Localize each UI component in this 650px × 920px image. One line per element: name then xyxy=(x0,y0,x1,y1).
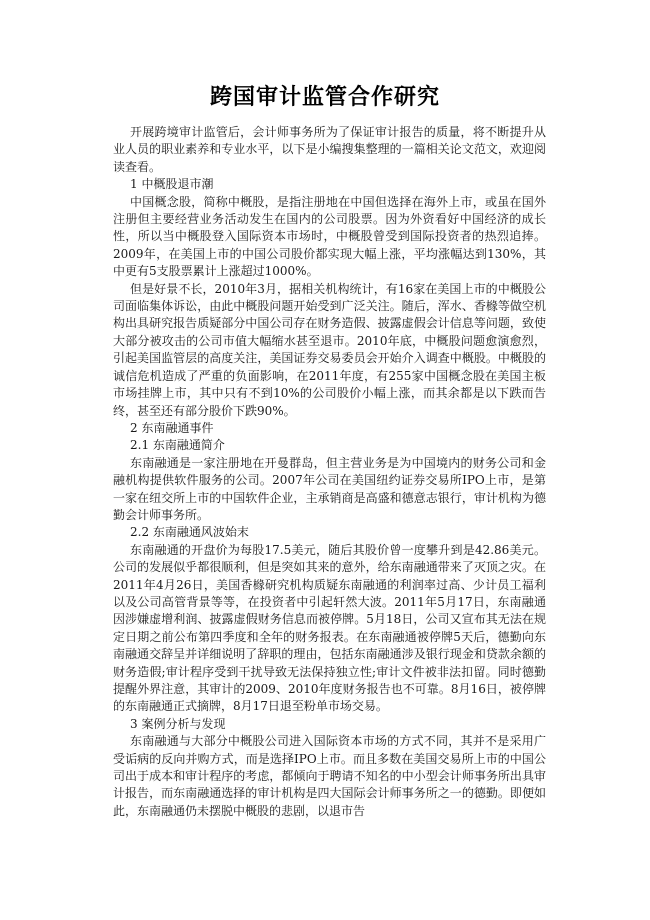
section-heading-2-2: 2.2 东南融通风波始末 xyxy=(130,525,249,540)
document-body xyxy=(113,124,546,820)
paragraph: 东南融通的开盘价为每股17.5美元，随后其股价曾一度攀升到是42.86美元。公司的发展似乎都很顺利，但是突如其来的意外，给东南融通带来了灭顶之灾。在2011年4月26日，美国香橼研究机构质疑东南融通的利润率过高、少计员工福利以及公司高管背景等等，在投资者中引起轩然大波。2011年5月17日，东南融通因涉嫌虚增利润、披露虚假财务信息而被停牌。5月18日，公司又宣布其无法在规定日期之前公布第四季度和全年的财务报表。在东南融通被停牌5天后，德勤向东南融通交辞呈并详细说明了辞职的理由，包括东南融通涉及银行现金和贷款余额的财务造假;审计程序受到干扰导致无法保持独立性;审计文件被非法扣留。同时德勤提醒外界注意，其审计的2009、2010年度财务报告也不可靠。8月16日，被停牌的东南融通正式摘牌，8月17日退至粉单市场交易。 xyxy=(113,542,546,714)
section-heading-2-1: 2.1 东南融通简介 xyxy=(130,438,225,453)
document-title: 跨国审计监管合作研究 xyxy=(209,85,440,110)
section-heading-2: 2 东南融通事件 xyxy=(130,420,214,435)
section-heading-1: 1 中概股退市潮 xyxy=(130,177,214,192)
paragraph: 东南融通与大部分中概股公司进入国际资本市场的方式不同，其并不是采用广受诟病的反向并购方式，而是选择IPO上市。而且多数在美国交易所上市的中国公司出于成本和审计程序的考虑，都倾向于聘请不知名的中小型会计师事务所出具审计报告，而东南融通选择的审计机构是四大国际会计师事务所之一的德勤。即便如此，东南融通仍未摆脱中概股的悲剧，以退市告 xyxy=(113,734,546,818)
paragraph: 东南融通是一家注册地在开曼群岛，但主营业务是为中国境内的财务公司和金融机构提供软件服务的公司。2007年公司在美国纽约证券交易所IPO上市，是第一家在纽交所上市的中国软件企业，主承销商是高盛和德意志银行，审计机构为德勤会计师事务所。 xyxy=(113,455,546,522)
paragraph: 中国概念股，简称中概股，是指注册地在中国但选择在海外上市，或虽在国外注册但主要经营业务活动发生在国内的公司股票。因为外资看好中国经济的成长性，所以当中概股登入国际资本市场时，中概股曾受到国际投资者的热烈追捧。2009年，在美国上市的中国公司股价都实现大幅上涨，平均涨幅达到130%，其中更有5支股票累计上涨超过1000%。 xyxy=(113,194,546,279)
paragraph: 但是好景不长，2010年3月，据相关机构统计，有16家在美国上市的中概股公司面临集体诉讼，由此中概股问题开始受到广泛关注。随后，浑水、香橼等做空机构出具研究报告质疑部分中国公司存在财务造假、披露虚假会计信息等问题，致使大部分被攻击的公司市值大幅缩水甚至退市。2010年底，中概股问题愈演愈烈，引起美国监管层的高度关注，美国证券交易委员会开始介入调查中概股。中概股的诚信危机造成了严重的负面影响，在2011年度，有255家中国概念股在美国主板市场挂牌上市，其中只有不到10%的公司股价小幅上涨，而其余都是以下跌而告终，甚至还有部分股价下跌90%。 xyxy=(113,281,546,418)
section-heading-3: 3 案例分析与发现 xyxy=(130,716,226,731)
paragraph-intro: 开展跨境审计监管后，会计师事务所为了保证审计报告的质量，将不断提升从业人员的职业素养和专业水平，以下是小编搜集整理的一篇相关论文范文，欢迎阅读查看。 xyxy=(113,125,546,174)
